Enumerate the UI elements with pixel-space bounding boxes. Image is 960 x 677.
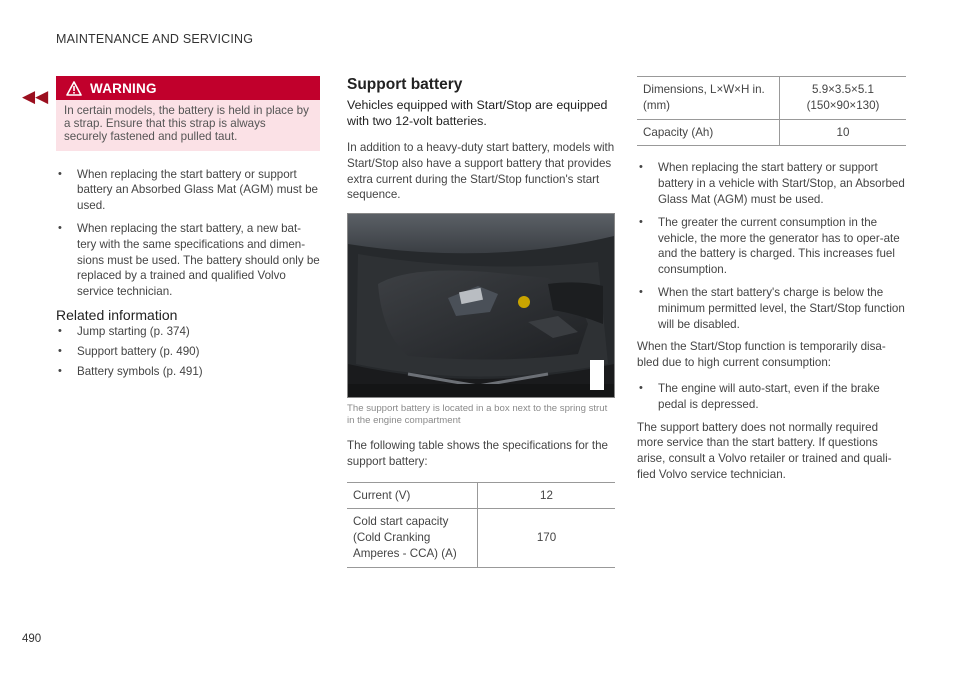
- spec-value: 5.9×3.5×5.1 (150×90×130): [780, 77, 907, 120]
- warning-header: [56, 76, 320, 100]
- warning-text: In certain models, the battery is held in place by a strap. Ensure that this strap is always securely fastened and pulled taut.: [56, 100, 320, 151]
- support-battery-spec-table: [347, 482, 615, 568]
- related-links: [56, 324, 320, 379]
- support-intro: In addition to a heavy-duty start battery, models with Start/Stop also have a support battery that provides extra current during the Start/Stop function's start sequence.: [347, 141, 615, 202]
- support-lead: Vehicles equipped with Start/Stop are equipped with two 12-volt batteries.: [347, 98, 608, 128]
- related-link-jump-starting[interactable]: • Jump starting (p. 374): [56, 324, 320, 340]
- warning-triangle-icon: [66, 81, 82, 96]
- support-battery-heading: Support battery: [347, 76, 463, 93]
- closing-text: The support battery does not normally required more service than the start battery. If questions arise, consult a Volvo retailer or trained and quali-fied Volvo service technician.: [637, 420, 892, 481]
- section-header: MAINTENANCE AND SERVICING: [56, 32, 254, 46]
- temp-disabled-text: When the Start/Stop function is temporarily disa-bled due to high current consumption:: [637, 340, 886, 370]
- table-row: [637, 77, 906, 120]
- page-number: 490: [22, 633, 42, 645]
- list-item: • The engine will auto-start, even if the brake pedal is depressed.: [637, 381, 906, 413]
- list-item: • The greater the current consumption in the vehicle, the more the generator has to oper-ate and the battery is charged. This increases fuel consumption.: [637, 215, 906, 278]
- related-link-support-battery[interactable]: • Support battery (p. 490): [56, 344, 320, 360]
- spec-value: 10: [780, 119, 907, 146]
- list-item: • When replacing the start battery or support battery an Absorbed Glass Mat (AGM) must be used.: [56, 167, 320, 214]
- auto-start-bullet-list: [637, 381, 906, 413]
- engine-bay-photo: [347, 213, 615, 398]
- spec-value: 170: [478, 509, 616, 567]
- spec-label: Cold start capacity (Cold Cranking Amperes - CCA) (A): [347, 509, 478, 567]
- table-row: [347, 509, 615, 567]
- column-middle: [347, 76, 615, 568]
- table-row: [347, 482, 615, 509]
- related-heading: Related information: [56, 306, 178, 323]
- spec-value: 12: [478, 482, 616, 509]
- column-left: [56, 76, 320, 383]
- spec-label: Current (V): [347, 482, 478, 509]
- dimensions-spec-table: [637, 76, 906, 146]
- back-arrow-icon: ◀◀: [22, 87, 49, 106]
- table-row: [637, 119, 906, 146]
- column-right: [637, 76, 906, 493]
- warning-title: WARNING: [90, 80, 157, 96]
- agm-bullet-list: [56, 167, 320, 300]
- spec-label: Dimensions, L×W×H in. (mm): [637, 77, 780, 120]
- photo-caption: The support battery is located in a box next to the spring strut in the engine compartment: [347, 403, 608, 426]
- start-stop-bullet-list: [637, 160, 906, 332]
- list-item: • When the start battery's charge is below the minimum permitted level, the Start/Stop function will be disabled.: [637, 285, 906, 332]
- related-link-battery-symbols[interactable]: • Battery symbols (p. 491): [56, 364, 320, 380]
- list-item: • When replacing the start battery, a new bat-tery with the same specifications and dimen-sions must be used. The battery should only be replaced by a trained and qualified Volvo service technician.: [56, 221, 320, 300]
- table-intro: The following table shows the specifications for the support battery:: [347, 439, 609, 468]
- list-item: • When replacing the start battery or support battery in a vehicle with Start/Stop, an Absorbed Glass Mat (AGM) must be used.: [637, 160, 906, 207]
- spec-label: Capacity (Ah): [637, 119, 780, 146]
